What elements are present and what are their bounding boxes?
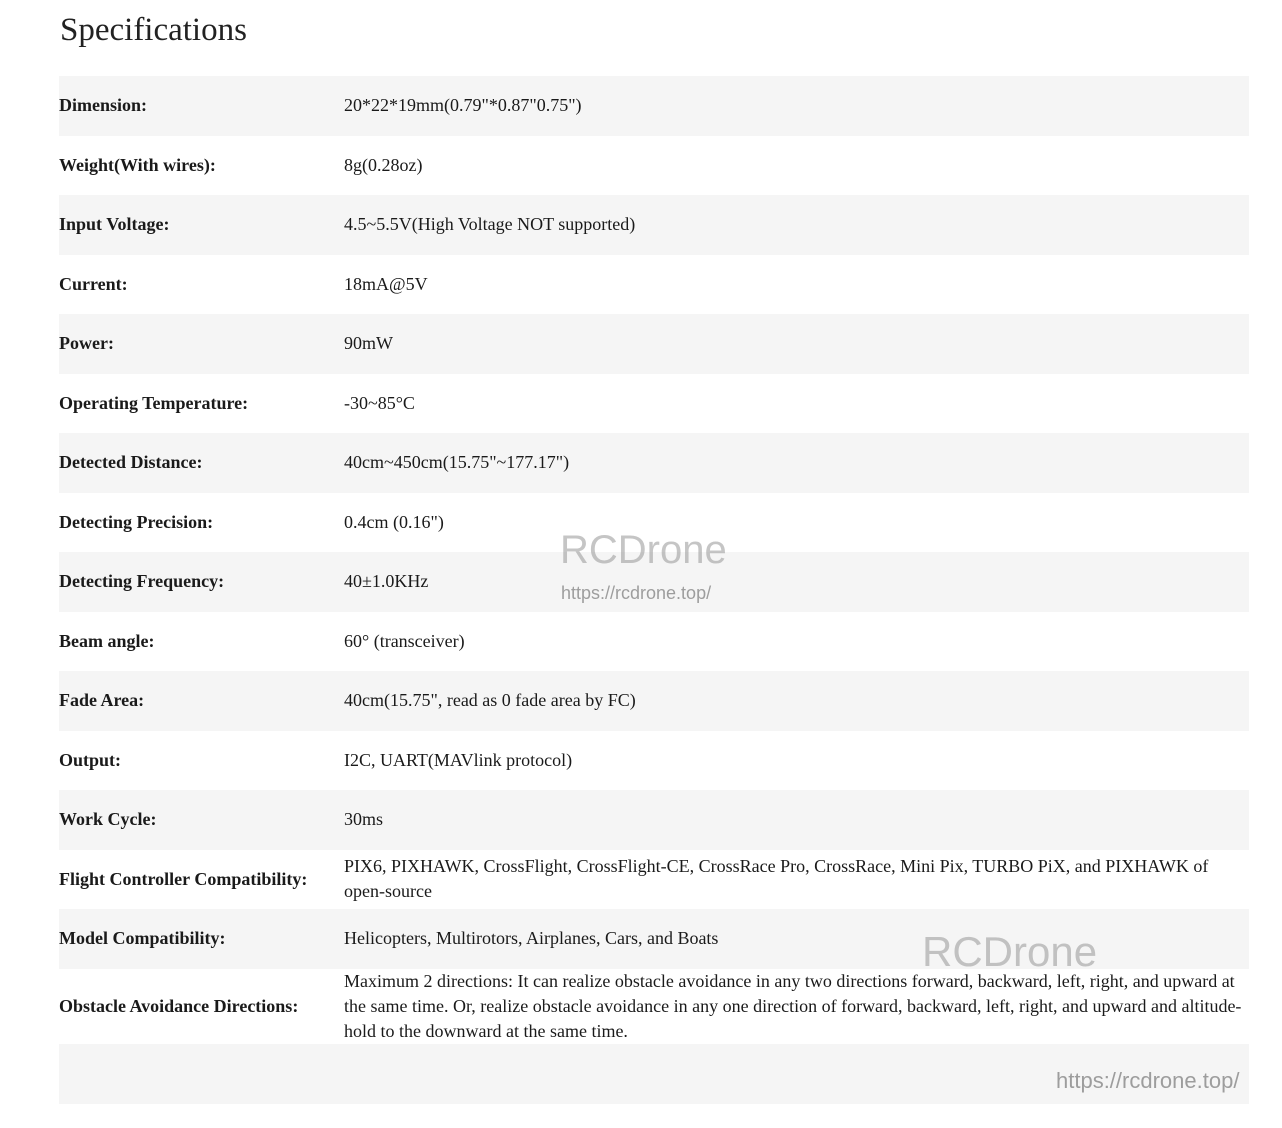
spec-row-weight bbox=[59, 136, 1249, 196]
spec-label: Fade Area: bbox=[59, 690, 145, 711]
spec-label: Work Cycle: bbox=[59, 809, 157, 830]
spec-value: Helicopters, Multirotors, Airplanes, Cars, and Boats bbox=[344, 928, 719, 949]
spec-label: Input Voltage: bbox=[59, 214, 170, 235]
spec-row-obstacle-avoidance-directions bbox=[59, 969, 1249, 1044]
spec-row-detected-distance bbox=[59, 433, 1249, 493]
spec-row-beam-angle bbox=[59, 612, 1249, 672]
spec-value: 4.5~5.5V(High Voltage NOT supported) bbox=[344, 214, 636, 235]
spec-label: Output: bbox=[59, 749, 122, 770]
spec-label: Beam angle: bbox=[59, 630, 155, 651]
spec-row-flight-controller-compatibility bbox=[59, 850, 1249, 910]
spec-label: Weight(With wires): bbox=[59, 154, 216, 175]
spec-label: Current: bbox=[59, 273, 128, 294]
spec-row-input-voltage bbox=[59, 195, 1249, 255]
watermark-logo-text: RCDrone bbox=[922, 928, 1098, 975]
watermark-logo-text: RCDrone bbox=[560, 528, 727, 572]
spec-value: 0.4cm (0.16") bbox=[344, 511, 444, 532]
page-title: Specifications bbox=[60, 12, 247, 48]
spec-value: 60° (transceiver) bbox=[344, 630, 465, 651]
watermark-url: https://rcdrone.top/ bbox=[1056, 1068, 1240, 1093]
spec-value: PIX6, PIXHAWK, CrossFlight, CrossFlight-CE, CrossRace Pro, CrossRace, Mini Pix, TURBO PiX, and PIXHAWK of open-source bbox=[344, 856, 1209, 902]
spec-label: Detected Distance: bbox=[59, 452, 203, 473]
spec-value: 8g(0.28oz) bbox=[344, 154, 423, 175]
spec-label: Detecting Precision: bbox=[59, 511, 214, 532]
spec-value: 90mW bbox=[344, 333, 393, 354]
spec-label: Model Compatibility: bbox=[59, 928, 226, 949]
spec-value: 40cm~450cm(15.75"~177.17") bbox=[344, 452, 570, 473]
watermark-url: https://rcdrone.top/ bbox=[561, 583, 712, 603]
spec-row-operating-temperature bbox=[59, 374, 1249, 434]
spec-value: I2C, UART(MAVlink protocol) bbox=[344, 749, 573, 770]
spec-label: Detecting Frequency: bbox=[59, 571, 225, 592]
spec-value: 18mA@5V bbox=[344, 273, 428, 294]
spec-label: Operating Temperature: bbox=[59, 392, 249, 413]
spec-value: 40±1.0KHz bbox=[344, 571, 429, 592]
spec-value: -30~85°C bbox=[344, 392, 415, 413]
spec-row-current bbox=[59, 255, 1249, 315]
spec-row-dimension bbox=[59, 76, 1249, 136]
spec-label: Power: bbox=[59, 333, 114, 354]
spec-value: 40cm(15.75", read as 0 fade area by FC) bbox=[344, 690, 636, 711]
spec-row-power bbox=[59, 314, 1249, 374]
spec-row-fade-area bbox=[59, 671, 1249, 731]
spec-value: 30ms bbox=[344, 809, 384, 830]
spec-row-output bbox=[59, 731, 1249, 791]
spec-label: Flight Controller Compatibility: bbox=[59, 868, 308, 889]
spec-label: Obstacle Avoidance Directions: bbox=[59, 995, 299, 1016]
spec-value: Maximum 2 directions: It can realize obstacle avoidance in any two directions forward, backward, left, right, and upward at the same time. Or, realize obstacle avoidance in any one direction of forward, backward, left, right, and upward and altitude-hold to the downward at the same time. bbox=[344, 970, 1242, 1041]
spec-row-work-cycle bbox=[59, 790, 1249, 850]
spec-value: 20*22*19mm(0.79"*0.87"0.75") bbox=[344, 95, 582, 116]
spec-label: Dimension: bbox=[59, 95, 148, 116]
